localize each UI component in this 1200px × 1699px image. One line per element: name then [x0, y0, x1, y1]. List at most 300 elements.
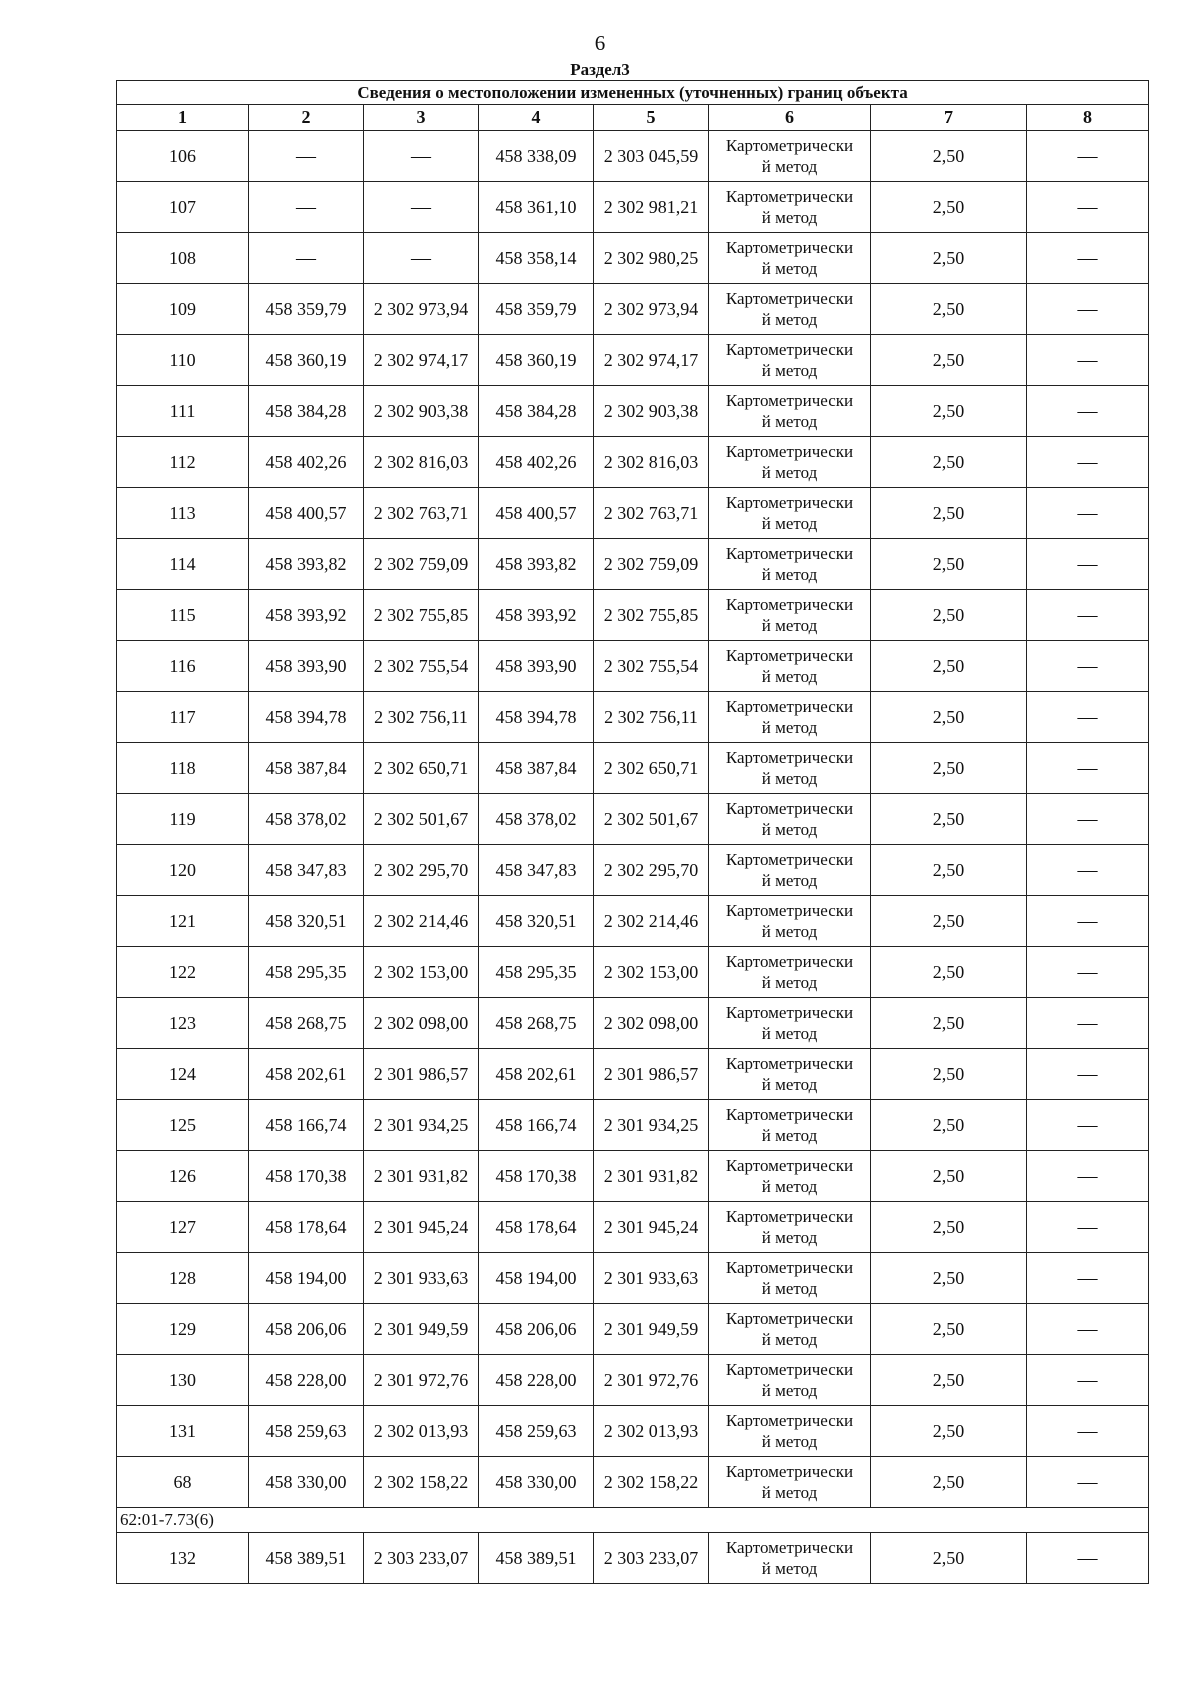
- table-row: [117, 131, 1149, 182]
- page-number: 6: [594, 31, 606, 55]
- method-cell: [709, 641, 871, 692]
- y-old-cell: 2 301 933,63: [364, 1253, 479, 1304]
- x-new-cell: 458 361,10: [479, 182, 594, 233]
- method-line-2: й метод: [761, 1330, 818, 1349]
- note-cell: —: [1027, 1457, 1149, 1508]
- table-row: [117, 182, 1149, 233]
- table-row: [117, 437, 1149, 488]
- column-number: 6: [709, 105, 871, 131]
- x-old-cell: 458 347,83: [249, 845, 364, 896]
- y-old-cell: 2 302 763,71: [364, 488, 479, 539]
- table-row: [117, 1533, 1149, 1584]
- note-cell: —: [1027, 386, 1149, 437]
- accuracy-cell: 2,50: [871, 1406, 1027, 1457]
- method-cell: [709, 284, 871, 335]
- y-new-cell: 2 302 295,70: [594, 845, 709, 896]
- method-cell: [709, 1406, 871, 1457]
- x-new-cell: 458 389,51: [479, 1533, 594, 1584]
- point-number-cell: 120: [117, 845, 249, 896]
- x-new-cell: 458 330,00: [479, 1457, 594, 1508]
- note-cell: —: [1027, 794, 1149, 845]
- x-old-cell: 458 393,92: [249, 590, 364, 641]
- accuracy-cell: 2,50: [871, 1457, 1027, 1508]
- method-line-1: Картометрически: [725, 1054, 854, 1073]
- y-new-cell: 2 302 974,17: [594, 335, 709, 386]
- y-new-cell: 2 302 756,11: [594, 692, 709, 743]
- method-line-1: Картометрически: [725, 238, 854, 257]
- method-line-1: Картометрически: [725, 136, 854, 155]
- accuracy-cell: 2,50: [871, 1049, 1027, 1100]
- x-old-cell: 458 402,26: [249, 437, 364, 488]
- y-new-cell: 2 303 045,59: [594, 131, 709, 182]
- x-new-cell: 458 202,61: [479, 1049, 594, 1100]
- table-row: [117, 539, 1149, 590]
- x-new-cell: 458 206,06: [479, 1304, 594, 1355]
- method-cell: [709, 539, 871, 590]
- y-old-cell: 2 301 949,59: [364, 1304, 479, 1355]
- method-line-2: й метод: [761, 1177, 818, 1196]
- table-row: [117, 641, 1149, 692]
- y-old-cell: 2 301 945,24: [364, 1202, 479, 1253]
- x-new-cell: 458 338,09: [479, 131, 594, 182]
- point-number-cell: 109: [117, 284, 249, 335]
- point-number-cell: 125: [117, 1100, 249, 1151]
- point-number-cell: 115: [117, 590, 249, 641]
- coordinates-table: [116, 80, 1149, 1584]
- y-old-cell: 2 302 903,38: [364, 386, 479, 437]
- y-new-cell: 2 301 986,57: [594, 1049, 709, 1100]
- method-line-1: Картометрически: [725, 493, 854, 512]
- table-row: [117, 1253, 1149, 1304]
- table-row: [117, 1049, 1149, 1100]
- accuracy-cell: 2,50: [871, 590, 1027, 641]
- method-line-2: й метод: [761, 667, 818, 686]
- accuracy-cell: 2,50: [871, 1100, 1027, 1151]
- table-row: [117, 845, 1149, 896]
- table-row: [117, 284, 1149, 335]
- y-new-cell: 2 303 233,07: [594, 1533, 709, 1584]
- y-old-cell: 2 302 098,00: [364, 998, 479, 1049]
- x-new-cell: 458 320,51: [479, 896, 594, 947]
- accuracy-cell: 2,50: [871, 386, 1027, 437]
- x-new-cell: 458 393,90: [479, 641, 594, 692]
- column-number: 5: [594, 105, 709, 131]
- column-number: 1: [117, 105, 249, 131]
- accuracy-cell: 2,50: [871, 131, 1027, 182]
- note-cell: —: [1027, 182, 1149, 233]
- column-number: 3: [364, 105, 479, 131]
- accuracy-cell: 2,50: [871, 641, 1027, 692]
- note-cell: —: [1027, 131, 1149, 182]
- y-new-cell: 2 302 153,00: [594, 947, 709, 998]
- point-number-cell: 113: [117, 488, 249, 539]
- point-number-cell: 131: [117, 1406, 249, 1457]
- x-new-cell: 458 170,38: [479, 1151, 594, 1202]
- x-old-cell: 458 194,00: [249, 1253, 364, 1304]
- note-cell: —: [1027, 947, 1149, 998]
- method-cell: [709, 1457, 871, 1508]
- x-old-cell: 458 178,64: [249, 1202, 364, 1253]
- method-line-2: й метод: [761, 208, 818, 227]
- y-new-cell: 2 301 949,59: [594, 1304, 709, 1355]
- method-line-2: й метод: [761, 259, 818, 278]
- method-line-2: й метод: [761, 1126, 818, 1145]
- note-cell: —: [1027, 641, 1149, 692]
- y-old-cell: 2 301 972,76: [364, 1355, 479, 1406]
- method-line-1: Картометрически: [725, 1156, 854, 1175]
- point-number-cell: 117: [117, 692, 249, 743]
- accuracy-cell: 2,50: [871, 794, 1027, 845]
- column-number: 8: [1027, 105, 1149, 131]
- y-old-cell: —: [364, 182, 479, 233]
- note-cell: —: [1027, 488, 1149, 539]
- y-new-cell: 2 301 934,25: [594, 1100, 709, 1151]
- method-line-1: Картометрически: [725, 391, 854, 410]
- note-cell: —: [1027, 590, 1149, 641]
- x-new-cell: 458 387,84: [479, 743, 594, 794]
- y-old-cell: 2 301 986,57: [364, 1049, 479, 1100]
- method-line-2: й метод: [761, 1228, 818, 1247]
- x-new-cell: 458 228,00: [479, 1355, 594, 1406]
- x-old-cell: 458 259,63: [249, 1406, 364, 1457]
- y-old-cell: —: [364, 233, 479, 284]
- method-cell: [709, 1304, 871, 1355]
- point-number-cell: 130: [117, 1355, 249, 1406]
- method-line-2: й метод: [761, 1024, 818, 1043]
- method-line-2: й метод: [761, 1279, 818, 1298]
- method-line-2: й метод: [761, 973, 818, 992]
- y-new-cell: 2 302 755,54: [594, 641, 709, 692]
- y-old-cell: 2 302 501,67: [364, 794, 479, 845]
- y-old-cell: 2 302 013,93: [364, 1406, 479, 1457]
- note-cell: —: [1027, 896, 1149, 947]
- y-new-cell: 2 301 931,82: [594, 1151, 709, 1202]
- y-new-cell: 2 302 501,67: [594, 794, 709, 845]
- x-old-cell: 458 170,38: [249, 1151, 364, 1202]
- y-new-cell: 2 302 973,94: [594, 284, 709, 335]
- x-old-cell: 458 166,74: [249, 1100, 364, 1151]
- table-row: [117, 998, 1149, 1049]
- table-row: [117, 1355, 1149, 1406]
- y-old-cell: 2 302 295,70: [364, 845, 479, 896]
- section-title: Раздел3: [570, 60, 630, 79]
- method-cell: [709, 1253, 871, 1304]
- method-line-1: Картометрически: [725, 697, 854, 716]
- table-row: [117, 1406, 1149, 1457]
- method-line-2: й метод: [761, 1559, 818, 1578]
- note-cell: —: [1027, 1049, 1149, 1100]
- x-new-cell: 458 259,63: [479, 1406, 594, 1457]
- method-cell: [709, 437, 871, 488]
- column-number-row: [117, 105, 1149, 131]
- point-number-cell: 127: [117, 1202, 249, 1253]
- note-cell: —: [1027, 284, 1149, 335]
- x-old-cell: —: [249, 182, 364, 233]
- method-cell: [709, 1202, 871, 1253]
- method-cell: [709, 386, 871, 437]
- method-line-2: й метод: [761, 565, 818, 584]
- method-cell: [709, 1151, 871, 1202]
- y-new-cell: 2 302 755,85: [594, 590, 709, 641]
- point-number-cell: 110: [117, 335, 249, 386]
- group-label: 62:01-7.73(6): [117, 1508, 1149, 1533]
- table-row: [117, 590, 1149, 641]
- accuracy-cell: 2,50: [871, 1355, 1027, 1406]
- x-new-cell: 458 268,75: [479, 998, 594, 1049]
- method-line-2: й метод: [761, 718, 818, 737]
- y-old-cell: 2 302 759,09: [364, 539, 479, 590]
- x-new-cell: 458 394,78: [479, 692, 594, 743]
- method-line-2: й метод: [761, 310, 818, 329]
- note-cell: —: [1027, 998, 1149, 1049]
- note-cell: —: [1027, 692, 1149, 743]
- note-cell: —: [1027, 1151, 1149, 1202]
- y-old-cell: 2 301 931,82: [364, 1151, 479, 1202]
- point-number-cell: 119: [117, 794, 249, 845]
- accuracy-cell: 2,50: [871, 1253, 1027, 1304]
- method-line-1: Картометрически: [725, 952, 854, 971]
- method-line-1: Картометрически: [725, 1411, 854, 1430]
- note-cell: —: [1027, 1253, 1149, 1304]
- point-number-cell: 121: [117, 896, 249, 947]
- note-cell: —: [1027, 1533, 1149, 1584]
- y-new-cell: 2 301 933,63: [594, 1253, 709, 1304]
- x-old-cell: 458 394,78: [249, 692, 364, 743]
- table-row: [117, 488, 1149, 539]
- y-old-cell: 2 303 233,07: [364, 1533, 479, 1584]
- note-cell: —: [1027, 743, 1149, 794]
- x-old-cell: 458 400,57: [249, 488, 364, 539]
- x-old-cell: —: [249, 131, 364, 182]
- method-line-2: й метод: [761, 769, 818, 788]
- y-new-cell: 2 302 759,09: [594, 539, 709, 590]
- y-new-cell: 2 302 650,71: [594, 743, 709, 794]
- column-number: 4: [479, 105, 594, 131]
- x-old-cell: 458 206,06: [249, 1304, 364, 1355]
- table-row: [117, 1304, 1149, 1355]
- point-number-cell: 122: [117, 947, 249, 998]
- point-number-cell: 68: [117, 1457, 249, 1508]
- accuracy-cell: 2,50: [871, 1151, 1027, 1202]
- point-number-cell: 112: [117, 437, 249, 488]
- note-cell: —: [1027, 1406, 1149, 1457]
- note-cell: —: [1027, 1202, 1149, 1253]
- table-row: [117, 233, 1149, 284]
- y-new-cell: 2 302 158,22: [594, 1457, 709, 1508]
- note-cell: —: [1027, 845, 1149, 896]
- method-line-1: Картометрически: [725, 1538, 854, 1557]
- method-line-2: й метод: [761, 922, 818, 941]
- point-number-cell: 108: [117, 233, 249, 284]
- method-line-2: й метод: [761, 412, 818, 431]
- note-cell: —: [1027, 233, 1149, 284]
- x-old-cell: 458 393,82: [249, 539, 364, 590]
- point-number-cell: 129: [117, 1304, 249, 1355]
- x-old-cell: 458 295,35: [249, 947, 364, 998]
- method-line-1: Картометрически: [725, 901, 854, 920]
- method-line-1: Картометрически: [725, 544, 854, 563]
- y-new-cell: 2 302 763,71: [594, 488, 709, 539]
- method-cell: [709, 488, 871, 539]
- accuracy-cell: 2,50: [871, 947, 1027, 998]
- note-cell: —: [1027, 1304, 1149, 1355]
- point-number-cell: 107: [117, 182, 249, 233]
- method-cell: [709, 233, 871, 284]
- table-row: [117, 896, 1149, 947]
- method-cell: [709, 1100, 871, 1151]
- y-old-cell: 2 302 214,46: [364, 896, 479, 947]
- point-number-cell: 124: [117, 1049, 249, 1100]
- point-number-cell: 106: [117, 131, 249, 182]
- y-old-cell: 2 302 973,94: [364, 284, 479, 335]
- x-old-cell: —: [249, 233, 364, 284]
- method-line-1: Картометрически: [725, 187, 854, 206]
- x-old-cell: 458 330,00: [249, 1457, 364, 1508]
- method-cell: [709, 692, 871, 743]
- table-row: [117, 1151, 1149, 1202]
- note-cell: —: [1027, 1100, 1149, 1151]
- table-caption: Сведения о местоположении измененных (уточненных) границ объекта: [117, 81, 1149, 105]
- accuracy-cell: 2,50: [871, 1304, 1027, 1355]
- method-line-1: Картометрически: [725, 595, 854, 614]
- method-line-2: й метод: [761, 1483, 818, 1502]
- x-new-cell: 458 384,28: [479, 386, 594, 437]
- x-new-cell: 458 393,92: [479, 590, 594, 641]
- x-new-cell: 458 295,35: [479, 947, 594, 998]
- x-new-cell: 458 359,79: [479, 284, 594, 335]
- x-new-cell: 458 402,26: [479, 437, 594, 488]
- method-line-1: Картометрически: [725, 1462, 854, 1481]
- y-old-cell: 2 302 158,22: [364, 1457, 479, 1508]
- accuracy-cell: 2,50: [871, 233, 1027, 284]
- y-old-cell: —: [364, 131, 479, 182]
- point-number-cell: 114: [117, 539, 249, 590]
- x-new-cell: 458 400,57: [479, 488, 594, 539]
- y-new-cell: 2 301 945,24: [594, 1202, 709, 1253]
- x-old-cell: 458 384,28: [249, 386, 364, 437]
- table-row: [117, 1202, 1149, 1253]
- column-number: 2: [249, 105, 364, 131]
- x-old-cell: 458 389,51: [249, 1533, 364, 1584]
- x-old-cell: 458 268,75: [249, 998, 364, 1049]
- x-new-cell: 458 358,14: [479, 233, 594, 284]
- method-cell: [709, 131, 871, 182]
- method-line-1: Картометрически: [725, 1207, 854, 1226]
- y-old-cell: 2 302 816,03: [364, 437, 479, 488]
- accuracy-cell: 2,50: [871, 335, 1027, 386]
- x-new-cell: 458 194,00: [479, 1253, 594, 1304]
- method-line-2: й метод: [761, 514, 818, 533]
- y-new-cell: 2 302 098,00: [594, 998, 709, 1049]
- x-old-cell: 458 387,84: [249, 743, 364, 794]
- group-row: [117, 1508, 1149, 1533]
- point-number-cell: 126: [117, 1151, 249, 1202]
- x-new-cell: 458 347,83: [479, 845, 594, 896]
- method-cell: [709, 896, 871, 947]
- table-row: [117, 1457, 1149, 1508]
- x-old-cell: 458 359,79: [249, 284, 364, 335]
- y-old-cell: 2 302 755,85: [364, 590, 479, 641]
- note-cell: —: [1027, 1355, 1149, 1406]
- y-old-cell: 2 302 756,11: [364, 692, 479, 743]
- x-new-cell: 458 166,74: [479, 1100, 594, 1151]
- accuracy-cell: 2,50: [871, 1533, 1027, 1584]
- method-line-2: й метод: [761, 616, 818, 635]
- x-old-cell: 458 320,51: [249, 896, 364, 947]
- method-line-1: Картометрически: [725, 748, 854, 767]
- method-line-1: Картометрически: [725, 340, 854, 359]
- y-new-cell: 2 302 903,38: [594, 386, 709, 437]
- note-cell: —: [1027, 539, 1149, 590]
- method-cell: [709, 794, 871, 845]
- y-new-cell: 2 301 972,76: [594, 1355, 709, 1406]
- method-line-1: Картометрически: [725, 850, 854, 869]
- method-cell: [709, 845, 871, 896]
- y-old-cell: 2 301 934,25: [364, 1100, 479, 1151]
- y-old-cell: 2 302 755,54: [364, 641, 479, 692]
- method-line-1: Картометрически: [725, 1258, 854, 1277]
- y-new-cell: 2 302 980,25: [594, 233, 709, 284]
- accuracy-cell: 2,50: [871, 692, 1027, 743]
- point-number-cell: 111: [117, 386, 249, 437]
- method-cell: [709, 1533, 871, 1584]
- x-new-cell: 458 393,82: [479, 539, 594, 590]
- method-cell: [709, 590, 871, 641]
- x-old-cell: 458 202,61: [249, 1049, 364, 1100]
- method-line-2: й метод: [761, 871, 818, 890]
- method-line-1: Картометрически: [725, 799, 854, 818]
- method-line-2: й метод: [761, 1432, 818, 1451]
- accuracy-cell: 2,50: [871, 845, 1027, 896]
- note-cell: —: [1027, 335, 1149, 386]
- x-old-cell: 458 393,90: [249, 641, 364, 692]
- method-line-1: Картометрически: [725, 442, 854, 461]
- method-line-1: Картометрически: [725, 1309, 854, 1328]
- y-new-cell: 2 302 981,21: [594, 182, 709, 233]
- x-old-cell: 458 228,00: [249, 1355, 364, 1406]
- method-line-2: й метод: [761, 1075, 818, 1094]
- table-row: [117, 335, 1149, 386]
- method-line-2: й метод: [761, 820, 818, 839]
- accuracy-cell: 2,50: [871, 182, 1027, 233]
- table-row: [117, 386, 1149, 437]
- point-number-cell: 118: [117, 743, 249, 794]
- note-cell: —: [1027, 437, 1149, 488]
- x-new-cell: 458 178,64: [479, 1202, 594, 1253]
- table-row: [117, 794, 1149, 845]
- point-number-cell: 128: [117, 1253, 249, 1304]
- method-line-1: Картометрически: [725, 1105, 854, 1124]
- x-new-cell: 458 360,19: [479, 335, 594, 386]
- table-row: [117, 947, 1149, 998]
- table-row: [117, 692, 1149, 743]
- method-cell: [709, 1355, 871, 1406]
- accuracy-cell: 2,50: [871, 1202, 1027, 1253]
- method-cell: [709, 947, 871, 998]
- x-old-cell: 458 378,02: [249, 794, 364, 845]
- point-number-cell: 123: [117, 998, 249, 1049]
- accuracy-cell: 2,50: [871, 896, 1027, 947]
- table-row: [117, 743, 1149, 794]
- table-row: [117, 1100, 1149, 1151]
- method-line-1: Картометрически: [725, 289, 854, 308]
- x-new-cell: 458 378,02: [479, 794, 594, 845]
- accuracy-cell: 2,50: [871, 539, 1027, 590]
- x-old-cell: 458 360,19: [249, 335, 364, 386]
- y-new-cell: 2 302 816,03: [594, 437, 709, 488]
- method-line-2: й метод: [761, 361, 818, 380]
- accuracy-cell: 2,50: [871, 998, 1027, 1049]
